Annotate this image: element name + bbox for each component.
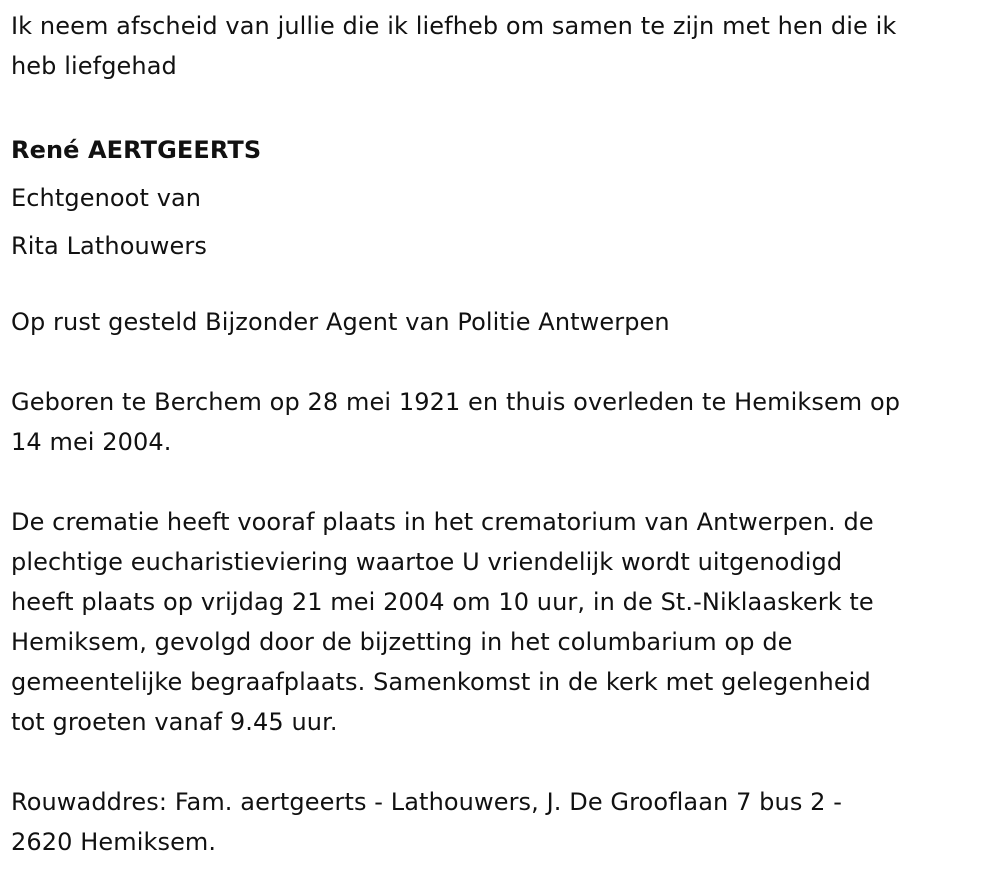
deceased-name: René AERTGEERTS (11, 136, 262, 164)
ceremony-details (11, 502, 996, 742)
motto (11, 6, 996, 86)
mourning-address (11, 782, 996, 862)
birth-death (11, 382, 996, 462)
address-line: 2620 Hemiksem. (11, 828, 217, 856)
address-line: Rouwaddres: Fam. aertgeerts - Lathouwers, J. De Grooflaan 7 bus 2 - (11, 788, 843, 816)
ceremony-line: Hemiksem, gevolgd door de bijzetting in het columbarium op de (11, 628, 793, 656)
occupation: Op rust gesteld Bijzonder Agent van Politie Antwerpen (11, 308, 670, 336)
motto-line: heb liefgehad (11, 52, 177, 80)
ceremony-line: heeft plaats op vrijdag 21 mei 2004 om 10 uur, in de St.-Niklaaskerk te (11, 588, 874, 616)
birth-death-line: 14 mei 2004. (11, 428, 172, 456)
obituary-text (11, 6, 996, 862)
ceremony-line: tot groeten vanaf 9.45 uur. (11, 708, 338, 736)
ceremony-line: plechtige eucharistieviering waartoe U vriendelijk wordt uitgenodigd (11, 548, 843, 576)
motto-line: Ik neem afscheid van jullie die ik liefheb om samen te zijn met hen die ik (11, 12, 897, 40)
birth-death-line: Geboren te Berchem op 28 mei 1921 en thuis overleden te Hemiksem op (11, 388, 901, 416)
ceremony-line: De crematie heeft vooraf plaats in het crematorium van Antwerpen. de (11, 508, 874, 536)
ceremony-line: gemeentelijke begraafplaats. Samenkomst in de kerk met gelegenheid (11, 668, 871, 696)
spouse-name: Rita Lathouwers (11, 232, 207, 260)
spouse-label: Echtgenoot van (11, 184, 202, 212)
